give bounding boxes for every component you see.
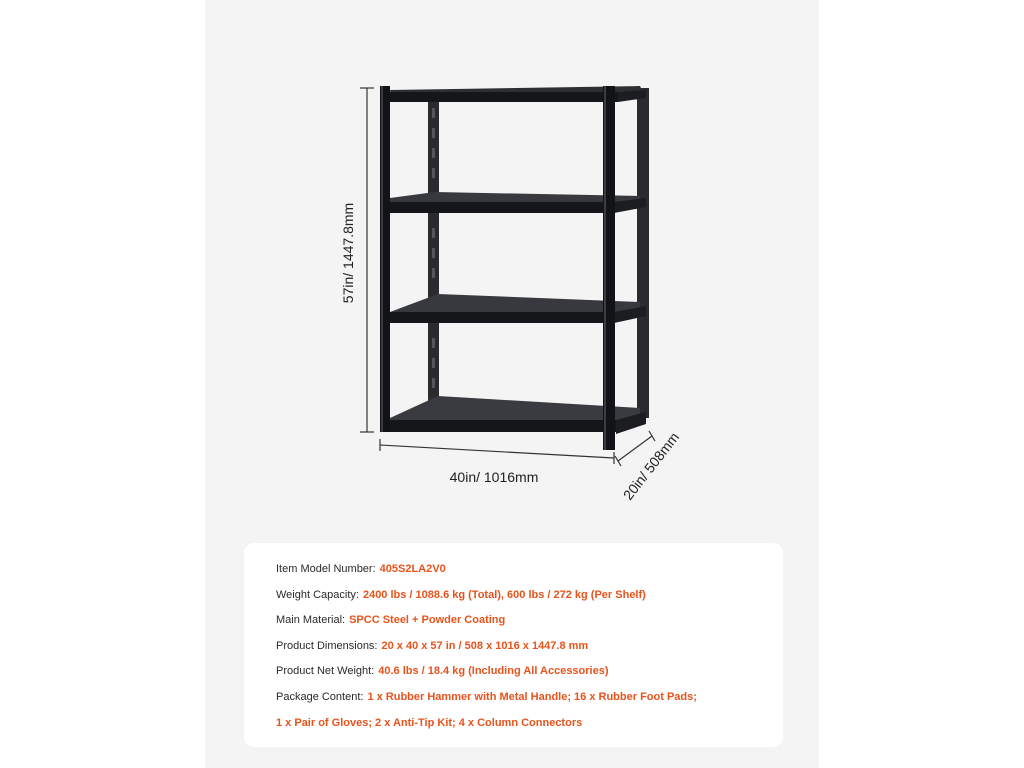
spec-row-dimensions [276,634,783,660]
spec-value: 2400 lbs / 1088.6 kg (Total), 600 lbs / 272 kg (Per Shelf) [362,588,646,601]
spec-label: Main Material: [276,614,346,627]
spec-value: 20 x 40 x 57 in / 508 x 1016 x 1447.8 mm [381,639,589,652]
height-dimension-label: 57in/ 1447.8mm [340,202,356,304]
spec-value: 40.6 lbs / 18.4 kg (Including All Accessories) [378,665,609,678]
spec-label: Weight Capacity: [276,588,359,601]
spec-row-material [276,608,783,634]
spec-value: SPCC Steel + Powder Coating [349,614,506,627]
post-slots [432,108,435,388]
spec-card [244,543,783,747]
height-dimension-line [360,88,374,432]
spec-row-model [276,557,783,583]
spec-row-package-content [276,685,783,711]
front-post-highlights [381,86,606,450]
depth-dimension-label: 20in/ 508mm [619,429,683,503]
spec-value: 1 x Rubber Hammer with Metal Handle; 16 x Rubber Foot Pads; [367,690,697,703]
spec-label: Product Dimensions: [276,639,378,652]
spec-label: Product Net Weight: [276,665,375,678]
spec-value: 1 x Pair of Gloves; 2 x Anti-Tip Kit; 4 x Column Connectors [276,716,583,729]
spec-row-net-weight [276,659,783,685]
spec-label: Package Content: [276,690,364,703]
back-post-right [637,88,649,418]
width-dimension-label: 40in/ 1016mm [449,469,539,485]
spec-label: Item Model Number: [276,563,376,575]
width-dimension-line [380,439,614,464]
spec-row-weight-capacity [276,583,783,609]
spec-value: 405S2LA2V0 [379,563,446,575]
spec-row-package-content-continued [276,711,783,737]
